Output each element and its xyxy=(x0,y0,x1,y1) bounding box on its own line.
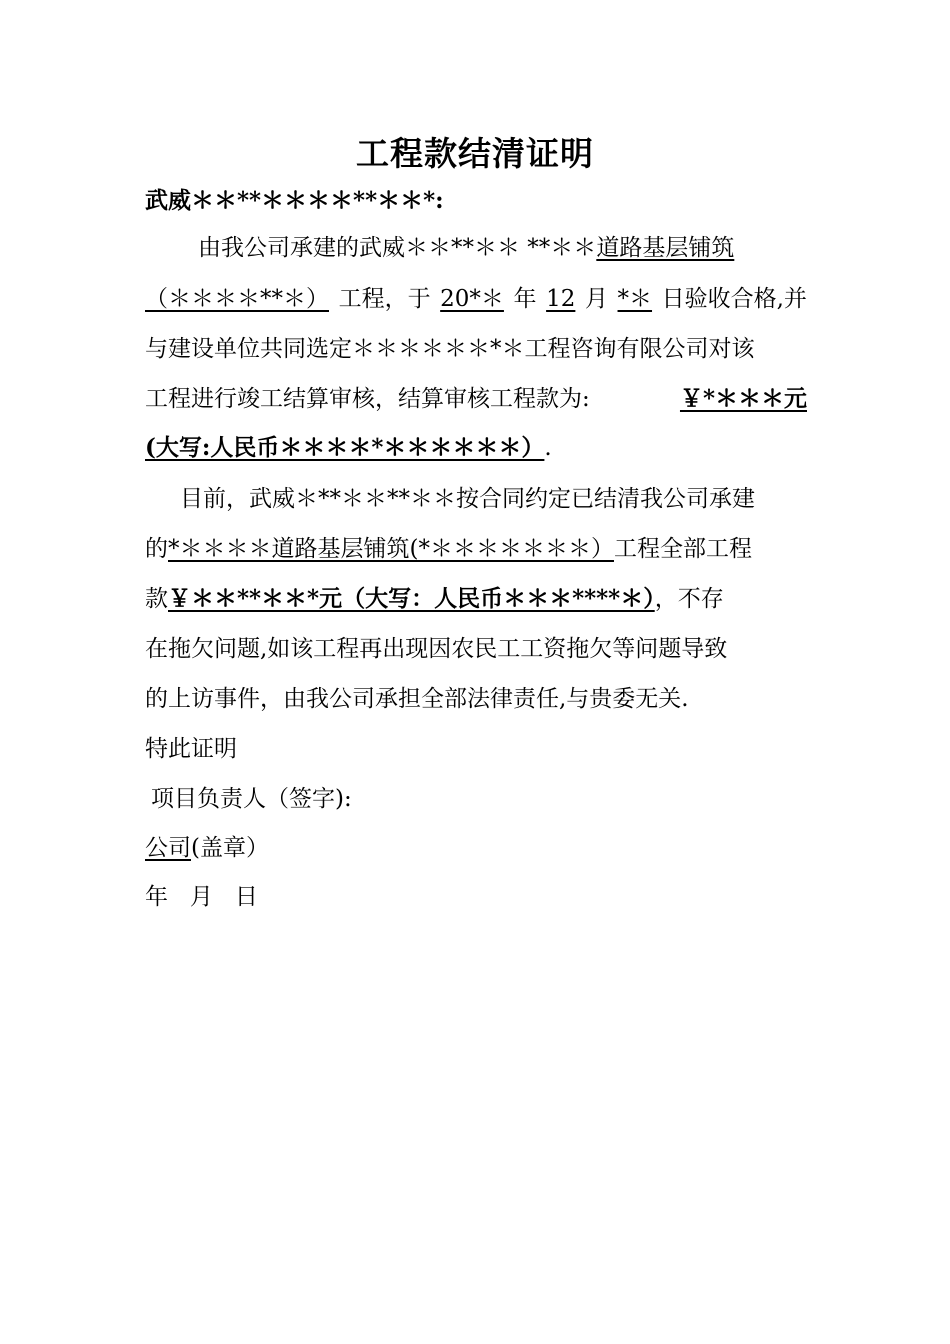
para1-line2: （＊＊＊＊**＊） 工程，于 20*＊ 年 12 月 *＊ 日验收合格,并 xyxy=(145,286,807,312)
paid-amount: ￥＊＊**＊＊*元（大写：人民币＊＊＊****＊） xyxy=(168,585,655,612)
settlement-amount: ￥*＊＊＊元 xyxy=(679,385,807,412)
para2-line4: 在拖欠问题,如该工程再出现因农民工工资拖欠等问题导致 xyxy=(145,636,728,662)
para1-line3: 与建设单位共同选定＊＊＊＊＊＊*＊工程咨询有限公司对该 xyxy=(145,336,755,362)
seal-label: (盖章） xyxy=(191,835,269,861)
para2-line5: 的上访事件，由我公司承担全部法律责任,与贵委无关. xyxy=(145,686,689,712)
para2-line3: 款￥＊＊**＊＊*元（大写：人民币＊＊＊****＊），不存 xyxy=(145,585,724,612)
para1-line1: 由我公司承建的武威＊＊**＊＊ **＊＊道路基层铺筑 xyxy=(198,235,735,261)
company-seal-line xyxy=(145,833,807,863)
para2-line1: 目前，武威＊**＊＊**＊＊按合同约定已结清我公司承建 xyxy=(180,486,755,512)
document-title: 工程款结清证明 xyxy=(356,134,594,173)
para1-line5: (大写:人民币＊＊＊＊*＊＊＊＊＊＊）. xyxy=(145,434,552,461)
date-label: 年 月 日 xyxy=(145,884,258,910)
signature-label: 项目负责人（签字): xyxy=(151,786,352,812)
para1-line4: 工程进行竣工结算审核，结算审核工程款为: ￥*＊＊＊元 xyxy=(145,385,807,412)
addressee: 武威＊＊**＊＊＊＊**＊＊*: xyxy=(145,187,444,214)
settlement-amount-words: (大写:人民币＊＊＊＊*＊＊＊＊＊＊） xyxy=(145,434,545,461)
para2-line2: 的*＊＊＊＊道路基层铺筑(*＊＊＊＊＊＊＊）工程全部工程 xyxy=(145,536,752,562)
company-label: 公司 xyxy=(145,835,191,861)
closing-text: 特此证明 xyxy=(145,736,237,762)
